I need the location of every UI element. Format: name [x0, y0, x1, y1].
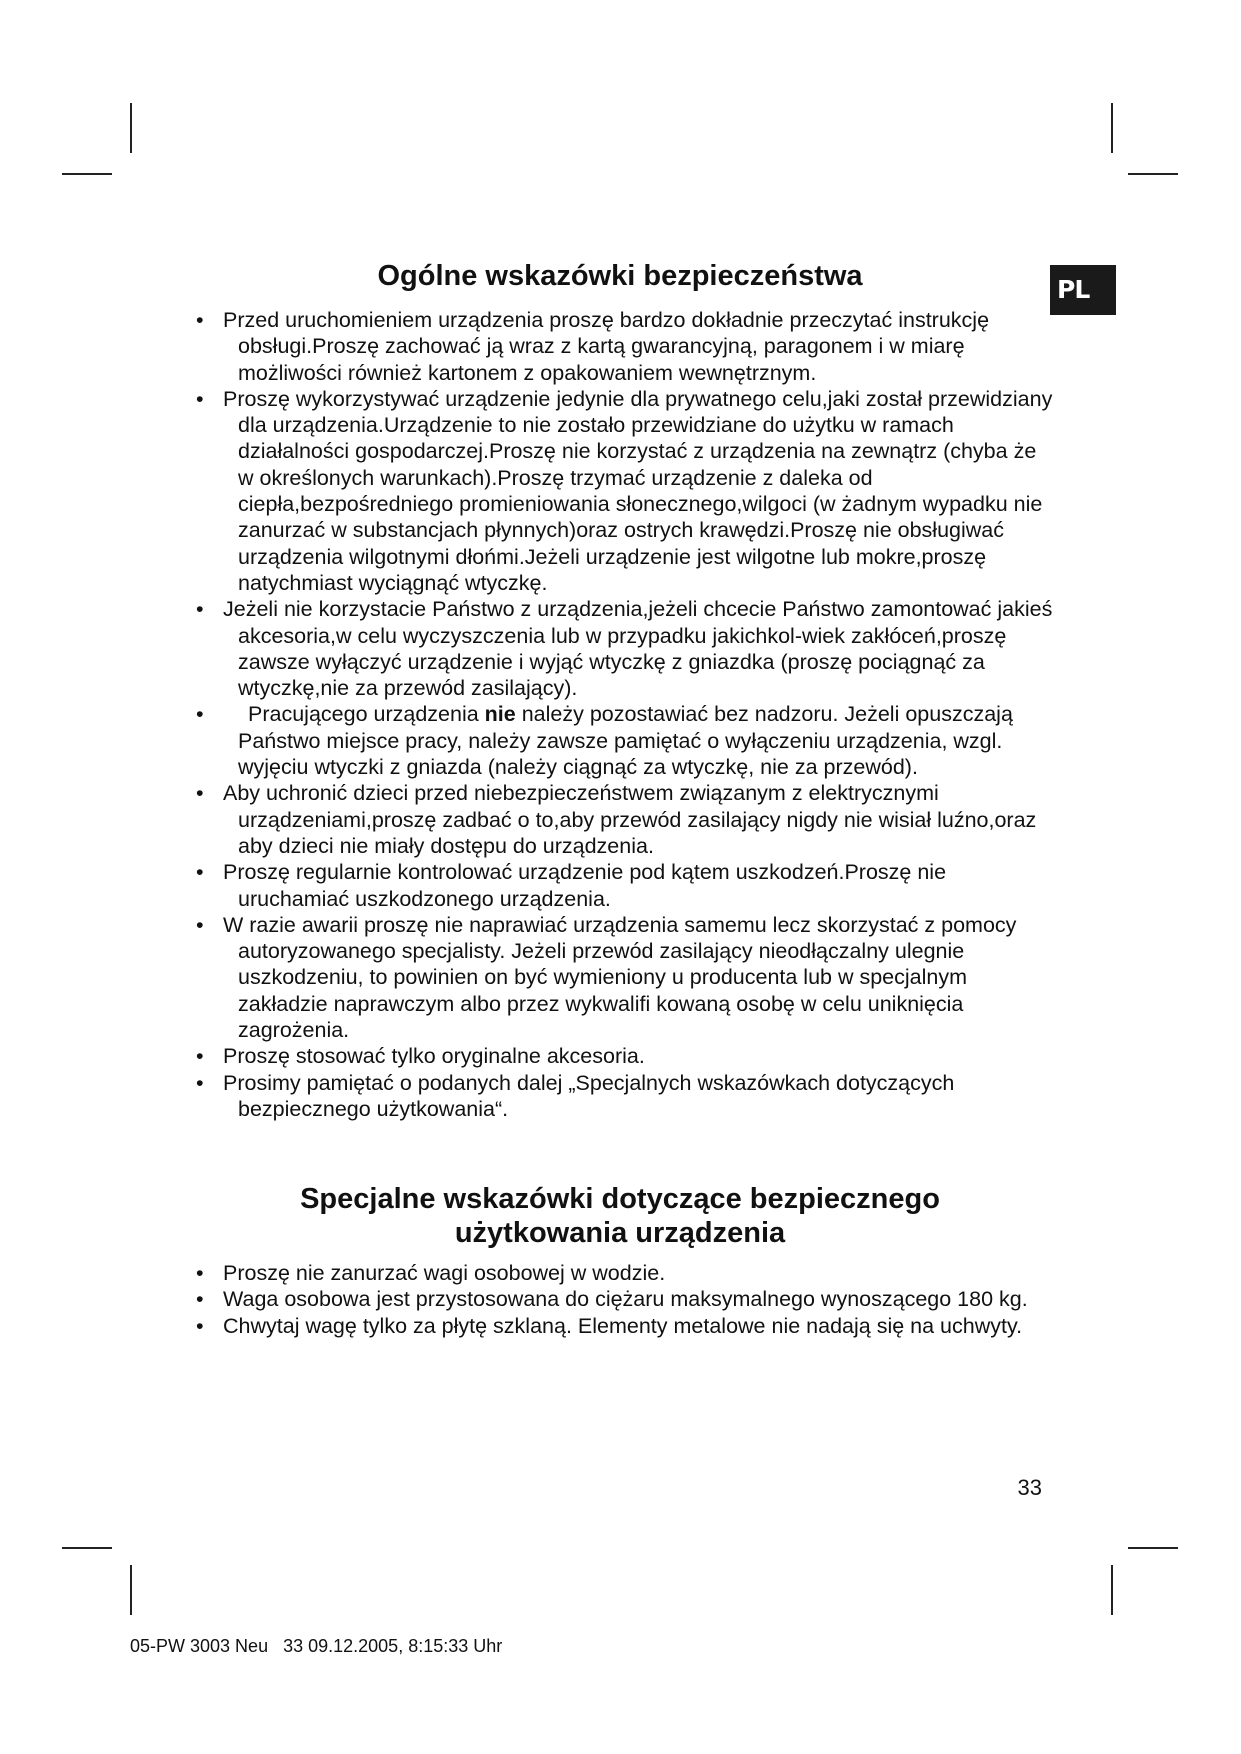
list-item: • Przed uruchomieniem urządzenia proszę bardzo dokładnie przeczytać instrukcję obsługi.Proszę zachować ją wraz z kartą gwarancyjną, paragonem i w miarę możliwości również kartonem z opakowaniem wewnętrznym. — [196, 307, 1056, 386]
page-number: 33 — [1017, 1475, 1042, 1500]
list-item: • Chwytaj wagę tylko za płytę szklaną. Elementy metalowe nie nadają się na uchwyty. — [196, 1313, 1056, 1339]
section-title-line-1: Specjalne wskazówki dotyczące bezpiecznego — [300, 1183, 940, 1215]
general-safety-list — [196, 307, 1056, 1122]
item-text-after: należy pozostawiać bez nadzoru. Jeżeli opuszczają Państwo miejsce pracy, należy zawsze pamiętać o wyłączeniu urządzenia, wzgl. wyjęciu wtyczki z gniazda (należy ciągnąć za wtyczkę, nie za przewód). — [238, 702, 1013, 780]
crop-mark-bottom-left-horizontal — [62, 1547, 112, 1549]
language-tab: PL — [1050, 265, 1116, 315]
section-title-line-2: użytkowania urządzenia — [454, 1217, 786, 1249]
crop-mark-top-left-horizontal — [62, 173, 112, 175]
list-item: • Proszę regularnie kontrolować urządzenie pod kątem uszkodzeń.Proszę nie uruchamiać uszkodzonego urządzenia. — [196, 859, 1056, 912]
crop-mark-bottom-left-vertical — [130, 1565, 132, 1615]
item-text-before: Pracującego urządzenia — [248, 702, 485, 727]
crop-mark-bottom-right-horizontal — [1128, 1547, 1178, 1549]
crop-mark-top-right-horizontal — [1128, 173, 1178, 175]
list-item: • Waga osobowa jest przystosowana do ciężaru maksymalnego wynoszącego 180 kg. — [196, 1286, 1056, 1312]
crop-mark-bottom-right-vertical — [1111, 1565, 1113, 1615]
crop-mark-top-left-vertical — [130, 103, 132, 153]
list-item: • Proszę nie zanurzać wagi osobowej w wodzie. — [196, 1260, 1056, 1286]
list-item: • Jeżeli nie korzystacie Państwo z urządzenia,jeżeli chcecie Państwo zamontować jakieś akcesoria,w celu wyczyszczenia lub w przypadku jakichkol-wiek zakłóceń,proszę zawsze wyłączyć urządzenie i wyjąć wtyczkę z gniazdka (proszę pociągnąć za wtyczkę,nie za przewód zasilający). — [196, 596, 1056, 701]
list-item: • Proszę wykorzystywać urządzenie jedynie dla prywatnego celu,jaki został przewidziany dla urządzenia.Urządzenie to nie zostało przewidziane do użytku w ramach działalności gospodarczej.Proszę nie korzystać z urządzenia na zewnątrz (chyba że w określonych warunkach).Proszę trzymać urządzenie z daleka od ciepła,bezpośredniego promieniowania słonecznego,wilgoci (w żadnym wypadku nie zanurzać w substancjach płynnych)oraz ostrych krawędzi.Proszę nie obsługiwać urządzenia wilgotnymi dłońmi.Jeżeli urządzenie jest wilgotne lub mokre,proszę natychmiast wyciągnąć wtyczkę. — [196, 386, 1056, 596]
special-safety-list — [196, 1260, 1056, 1339]
section-title-special-safety — [190, 1182, 1050, 1250]
print-slug: 05-PW 3003 Neu 33 09.12.2005, 8:15:33 Uhr — [130, 1636, 503, 1656]
list-item: • W razie awarii proszę nie naprawiać urządzenia samemu lecz skorzystać z pomocy autoryzowanego specjalisty. Jeżeli przewód zasilający nieodłączalny ulegnie uszkodzeniu, to powinien on być wymieniony u producenta lub w specjalnym zakładzie naprawczym albo przez wykwalifi kowaną osobę w celu uniknięcia zagrożenia. — [196, 912, 1056, 1043]
list-item: • Proszę stosować tylko oryginalne akcesoria. — [196, 1043, 1056, 1069]
item-text-emphasis: nie — [484, 702, 516, 727]
section-title-general-safety: Ogólne wskazówki bezpieczeństwa — [377, 260, 863, 292]
list-item — [196, 701, 1056, 780]
list-item: • Prosimy pamiętać o podanych dalej „Specjalnych wskazówkach dotyczących bezpiecznego użytkowania“. — [196, 1070, 1056, 1123]
list-item: • Aby uchronić dzieci przed niebezpieczeństwem związanym z elektrycznymi urządzeniami,proszę zadbać o to,aby przewód zasilający nigdy nie wisiał luźno,oraz aby dzieci nie miały dostępu do urządzenia. — [196, 780, 1056, 859]
crop-mark-top-right-vertical — [1111, 103, 1113, 153]
